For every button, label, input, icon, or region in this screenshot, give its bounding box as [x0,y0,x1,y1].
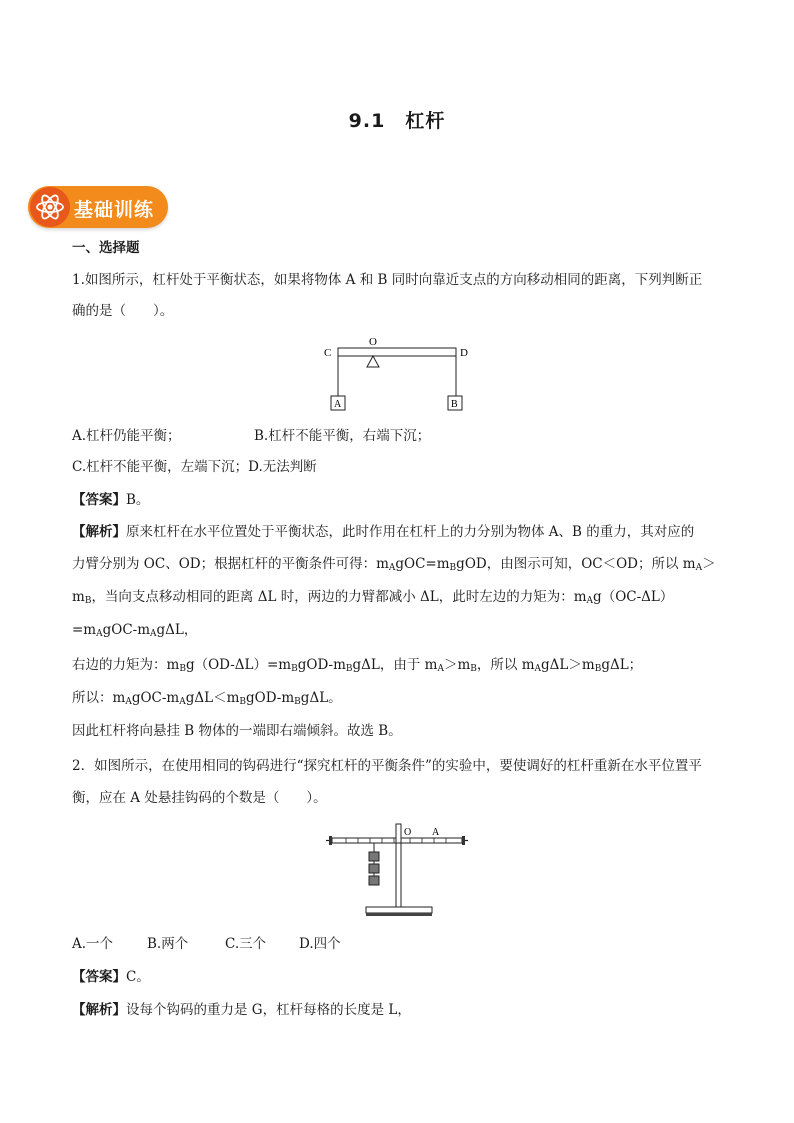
label-c: C [324,347,332,359]
q1-analysis-line1 [72,522,732,542]
q2-analysis-line1 [72,1000,732,1020]
q2-stem-line1: 2．如图所示，在使用相同的钩码进行“探究杠杆的平衡条件”的实验中，要使调好的杠杆重新在水平位置平 [72,758,702,774]
q1-option-cd: C.杠杆不能平衡，左端下沉；D.无法判断 [72,459,317,475]
atom-icon [30,187,70,227]
q1-analysis-line3: $m_B$，当向支点移动相同的距离 ΔL 时，两边的力臂都减小 ΔL，此时左边的力矩为：$m_Ag(OC-\Delta L)$ [72,589,674,606]
q2-option-c: C.三个 [225,936,267,952]
label-a: A [432,827,440,838]
q2-option-a: A.一个 [72,936,114,952]
label-a: A [334,399,342,410]
q1-analysis-line6: 所以：$m_AgOC-m_Ag\Delta L<m_BgOD-m_Bg\Delta L$。 [72,690,342,707]
q1-stem-line1: 1.如图所示，杠杆处于平衡状态，如果将物体 A 和 B 同时向靠近支点的方向移动相同的距离，下列判断正 [72,272,703,288]
q1-lever-figure [320,334,480,420]
q2-options [72,934,732,954]
section-badge [28,186,168,228]
label-d: D [460,347,468,359]
q2-option-b: B.两个 [147,936,189,952]
q1-option-b: B.杠杆不能平衡，右端下沉； [254,428,431,444]
analysis-tag: 【解析】 [72,524,126,540]
section-heading: 一、选择题 [72,240,140,256]
q1-analysis-line5: 右边的力矩为：$m_Bg(OD-\Delta L)=m_BgOD-m_Bg\Delta L$，由于 $m_A>m_B$，所以 $m_Ag\Delta L>m_Bg\Delta L$； [72,657,643,674]
label-o: O [404,827,412,838]
label-b: B [451,399,458,410]
analysis-tag: 【解析】 [72,1002,126,1018]
q1-stem-line2: 确的是（ ）。 [72,303,174,319]
q2-option-d: D.四个 [299,936,341,952]
q1-option-a: A.杠杆仍能平衡； [72,428,181,444]
q2-answer [72,967,732,987]
label-o: O [369,336,377,348]
q1-analysis-line4: $=m_AgOC-m_Ag\Delta L$， [72,622,198,639]
answer-tag: 【答案】 [72,492,126,508]
analysis-text: 原来杠杆在水平位置处于平衡状态，此时作用在杠杆上的力分别为物体 A、B 的重力，其对应的 [126,524,695,540]
answer-value: C。 [126,969,150,985]
q1-analysis-line2: 力臂分别为 OC、OD；根据杠杆的平衡条件可得：$m_AgOC=m_BgOD$，由图示可知，OC＜OD；所以 $m_A>$ [72,556,716,573]
answer-value: B。 [126,492,150,508]
q1-analysis-line7: 因此杠杆将向悬挂 B 物体的一端即右端倾斜。故选 B。 [72,723,402,739]
q1-options-row1 [72,426,732,446]
answer-tag: 【答案】 [72,969,126,985]
analysis-text: 设每个钩码的重力是 G，杠杆每格的长度是 L， [126,1002,411,1018]
q2-stem-line2: 衡，应在 A 处悬挂钩码的个数是（ ）。 [72,790,327,806]
q1-answer [72,490,732,510]
page-title: 9.1 杠杆 [348,110,446,132]
q2-lever-apparatus-figure [322,820,472,928]
badge-label: 基础训练 [74,199,155,221]
